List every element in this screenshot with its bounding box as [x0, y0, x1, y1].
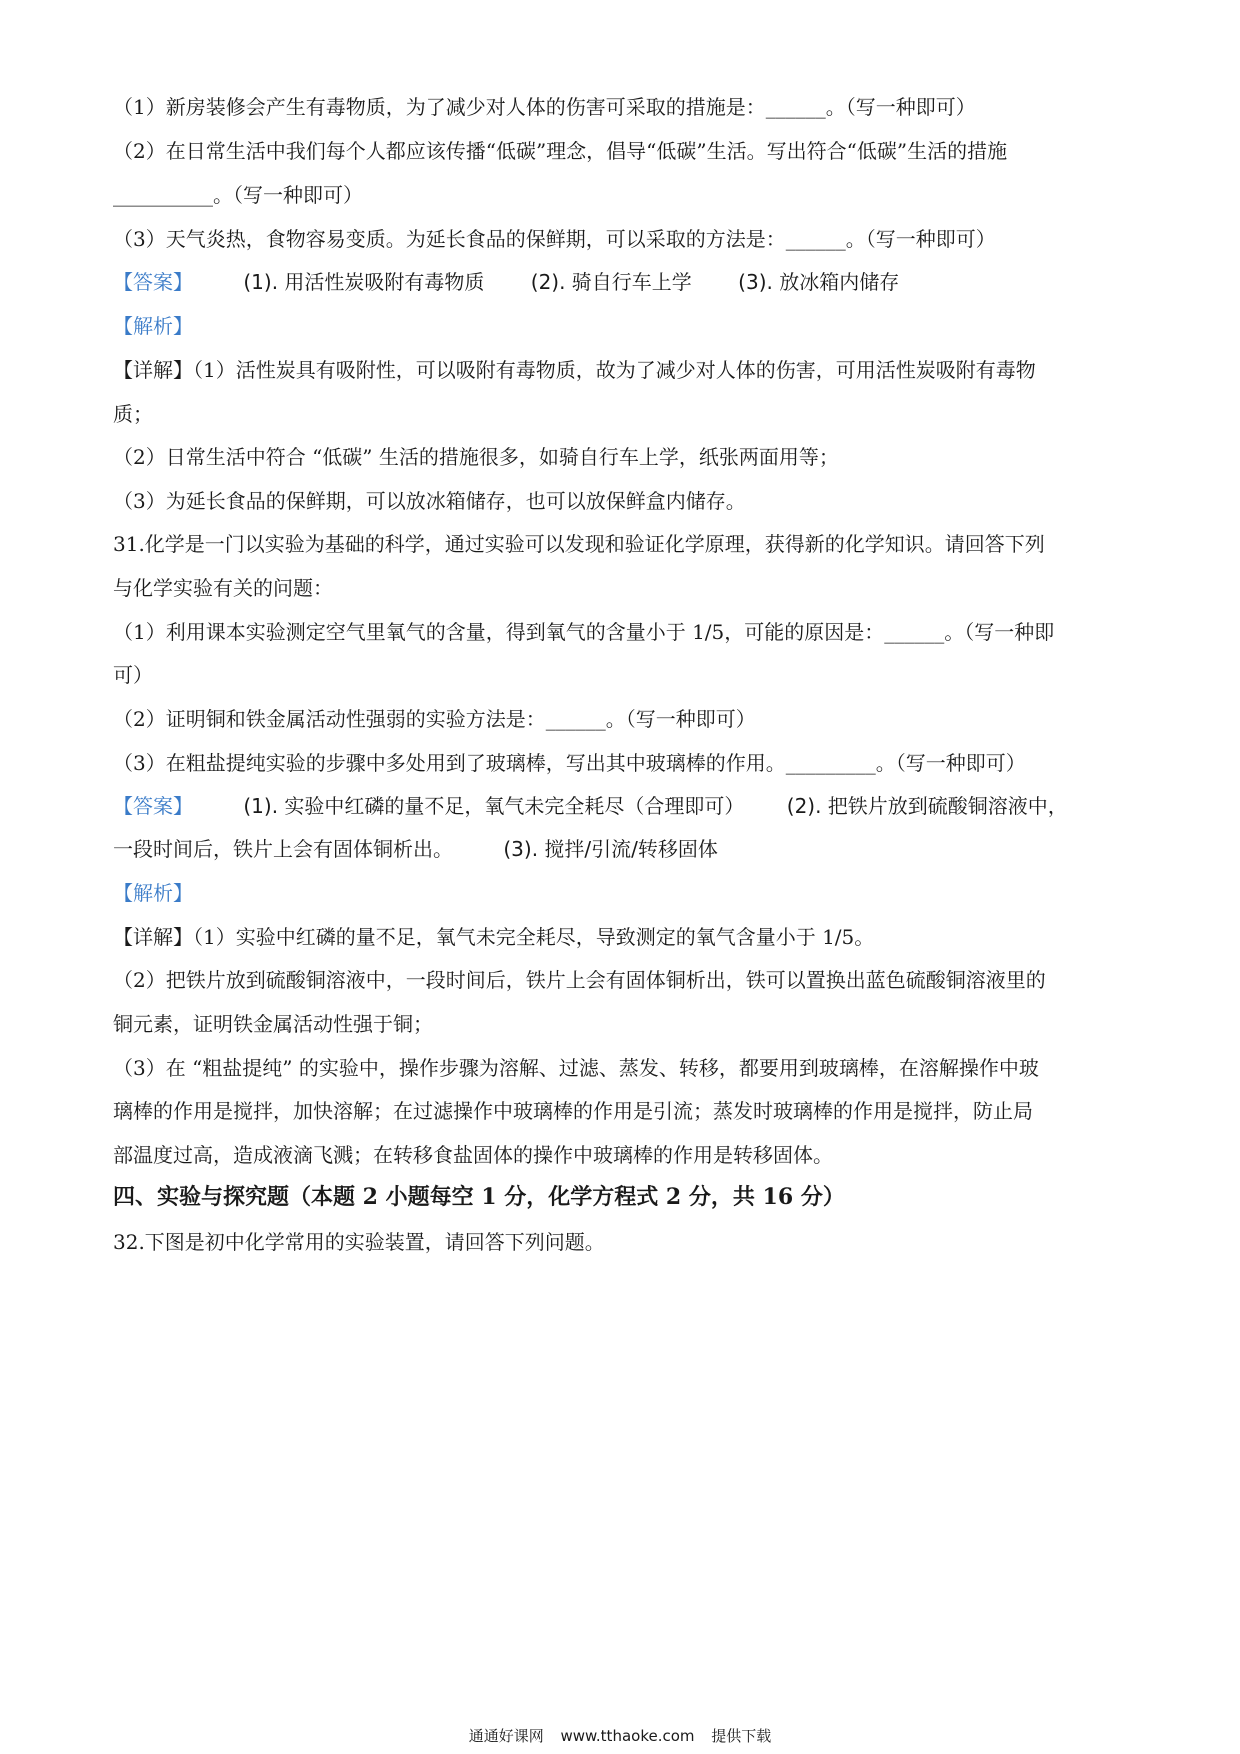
- q31-part2: （2）证明铜和铁金属活动性强弱的实验方法是：______。（写一种即可）: [113, 707, 756, 731]
- q31-answer-label: 【答案】: [113, 794, 193, 818]
- q30-detail2: （2）日常生活中符合 “低碳” 生活的措施很多，如骑自行车上学，纸张两面用等；: [113, 445, 839, 469]
- q31-answer-3: (3). 搅拌/引流/转移固体: [503, 837, 718, 861]
- section-4-heading: 四、实验与探究题（本题 2 小题每空 1 分，化学方程式 2 分，共 16 分）: [113, 1184, 845, 1210]
- q31-part3: （3）在粗盐提纯实验的步骤中多处用到了玻璃棒，写出其中玻璃棒的作用。_________。（写一种即可）: [113, 751, 1026, 775]
- q31-detail3-line3: 部温度过高，造成液滴飞溅；在转移食盐固体的操作中玻璃棒的作用是转移固体。: [113, 1143, 833, 1167]
- q31-detail3-line1: （3）在 “粗盐提纯” 的实验中，操作步骤为溶解、过滤、蒸发、转移，都要用到玻璃棒，在溶解操作中玻: [113, 1056, 1039, 1080]
- q30-detail1-line1: 【详解】（1）活性炭具有吸附性，可以吸附有毒物质，故为了减少对人体的伤害，可用活性炭吸附有毒物: [113, 358, 1036, 382]
- q30-part3: （3）天气炎热，食物容易变质。为延长食品的保鲜期，可以采取的方法是：______。（写一种即可）: [113, 227, 996, 251]
- q30-detail3: （3）为延长食品的保鲜期，可以放冰箱储存，也可以放保鲜盒内储存。: [113, 489, 746, 513]
- q31-part1-line1: （1）利用课本实验测定空气里氧气的含量，得到氧气的含量小于 1/5，可能的原因是：______。（写一种即: [113, 620, 1055, 644]
- q31-answer-2-part2: 一段时间后，铁片上会有固体铜析出。: [113, 837, 453, 861]
- q30-analysis-label: 【解析】: [113, 314, 193, 338]
- q31-answer-1: (1). 实验中红磷的量不足，氧气未完全耗尽（合理即可）: [243, 794, 745, 818]
- q30-part2-line1: （2）在日常生活中我们每个人都应该传播“低碳”理念，倡导“低碳”生活。写出符合“低碳”生活的措施: [113, 139, 1008, 163]
- page-footer: [0, 1724, 1240, 1748]
- q30-answer-3: (3). 放冰箱内储存: [738, 270, 900, 294]
- footer-url[interactable]: www.tthaoke.com: [560, 1727, 695, 1745]
- q30-answer-1: (1). 用活性炭吸附有毒物质: [243, 270, 485, 294]
- q30-answer-line: [113, 267, 1133, 297]
- footer-suffix: 提供下载: [711, 1727, 772, 1745]
- q31-answer-2-part1: (2). 把铁片放到硫酸铜溶液中，: [786, 794, 1068, 818]
- q31-detail2-line1: （2）把铁片放到硫酸铜溶液中，一段时间后，铁片上会有固体铜析出，铁可以置换出蓝色硫酸铜溶液里的: [113, 968, 1046, 992]
- footer-site-name: 通通好课网: [468, 1727, 544, 1745]
- q30-answer-2: (2). 骑自行车上学: [530, 270, 692, 294]
- q31-answer-line2: [113, 834, 1133, 864]
- q31-stem-line1: 31.化学是一门以实验为基础的科学，通过实验可以发现和验证化学原理，获得新的化学知识。请回答下列: [113, 532, 1045, 556]
- q31-detail2-line2: 铜元素，证明铁金属活动性强于铜；: [113, 1012, 433, 1036]
- q30-answer-label: 【答案】: [113, 270, 193, 294]
- q31-analysis-label: 【解析】: [113, 881, 193, 905]
- q30-part2-line2: __________。（写一种即可）: [113, 183, 363, 207]
- q31-stem-line2: 与化学实验有关的问题：: [113, 576, 333, 600]
- q30-part1: （1）新房装修会产生有毒物质，为了减少对人体的伤害可采取的措施是：______。（写一种即可）: [113, 95, 976, 119]
- q31-detail3-line2: 璃棒的作用是搅拌，加快溶解；在过滤操作中玻璃棒的作用是引流；蒸发时玻璃棒的作用是搅拌，防止局: [113, 1099, 1033, 1123]
- q31-part1-line2: 可）: [113, 663, 153, 687]
- q31-answer-line1: [113, 791, 1133, 821]
- q32-stem: 32.下图是初中化学常用的实验装置，请回答下列问题。: [113, 1230, 605, 1254]
- q31-detail1: 【详解】（1）实验中红磷的量不足，氧气未完全耗尽，导致测定的氧气含量小于 1/5。: [113, 925, 875, 949]
- q30-detail1-line2: 质；: [113, 402, 153, 426]
